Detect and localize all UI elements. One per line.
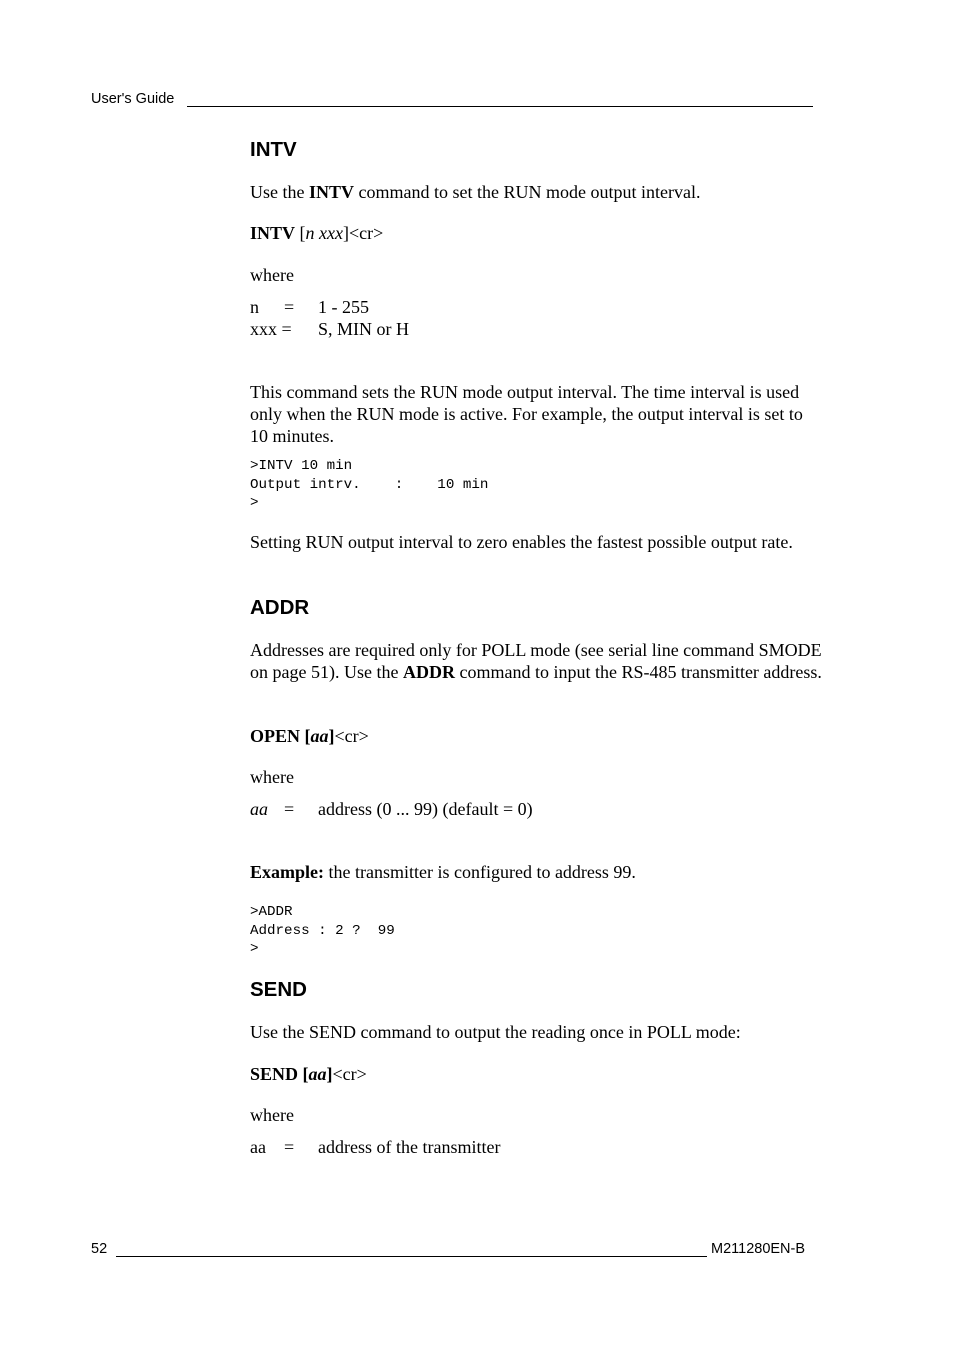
- addr-param-aa: aa = address (0 ... 99) (default = 0): [250, 799, 533, 819]
- intv-command-name: INTV: [308, 182, 354, 202]
- intv-syntax: INTV [n xxx]<cr>: [250, 223, 384, 243]
- addr-syntax: OPEN [aa]<cr>: [250, 726, 369, 746]
- send-intro: Use the SEND command to output the reading once in POLL mode:: [250, 1022, 741, 1042]
- intv-where: where: [250, 265, 294, 285]
- addr-code-example: >ADDR Address : 2 ? 99 >: [250, 904, 395, 957]
- intv-param-xxx: xxx = S, MIN or H: [250, 319, 410, 339]
- example-label: Example:: [250, 862, 324, 882]
- addr-command-name: ADDR: [402, 662, 455, 682]
- running-header: [91, 91, 174, 107]
- section-heading-send: SEND: [250, 978, 307, 1001]
- section-heading-intv: INTV: [250, 138, 297, 161]
- addr-example: Example: the transmitter is configured to address 99.: [250, 862, 636, 882]
- header-title: User's Guide: [91, 91, 175, 107]
- section-heading-addr: ADDR: [250, 596, 310, 619]
- header-rule: [187, 106, 813, 107]
- addr-where: where: [250, 767, 294, 787]
- intv-code-example: >INTV 10 min Output intrv. : 10 min >: [250, 458, 489, 511]
- footer-page-number: 52: [91, 1241, 108, 1257]
- footer-rule: [116, 1256, 707, 1257]
- intv-note: Setting RUN output interval to zero enables the fastest possible output rate.: [250, 532, 793, 552]
- intv-param-n: n = 1 - 255: [250, 297, 369, 317]
- send-syntax: SEND [aa]<cr>: [250, 1064, 367, 1084]
- footer-doc-code: M211280EN-B: [711, 1241, 806, 1257]
- intv-description: This command sets the RUN mode output interval. The time interval is used only when the RUN mode is active. For example, the output interval is set to 10 minutes.: [250, 382, 803, 446]
- send-param-aa: aa = address of the transmitter: [250, 1137, 501, 1157]
- intv-intro: Use the INTV command to set the RUN mode output interval.: [250, 182, 701, 202]
- send-where: where: [250, 1105, 294, 1125]
- addr-intro: Addresses are required only for POLL mode (see serial line command SMODE on page 51). Use the ADDR command to input the RS-485 transmitter address.: [250, 640, 822, 682]
